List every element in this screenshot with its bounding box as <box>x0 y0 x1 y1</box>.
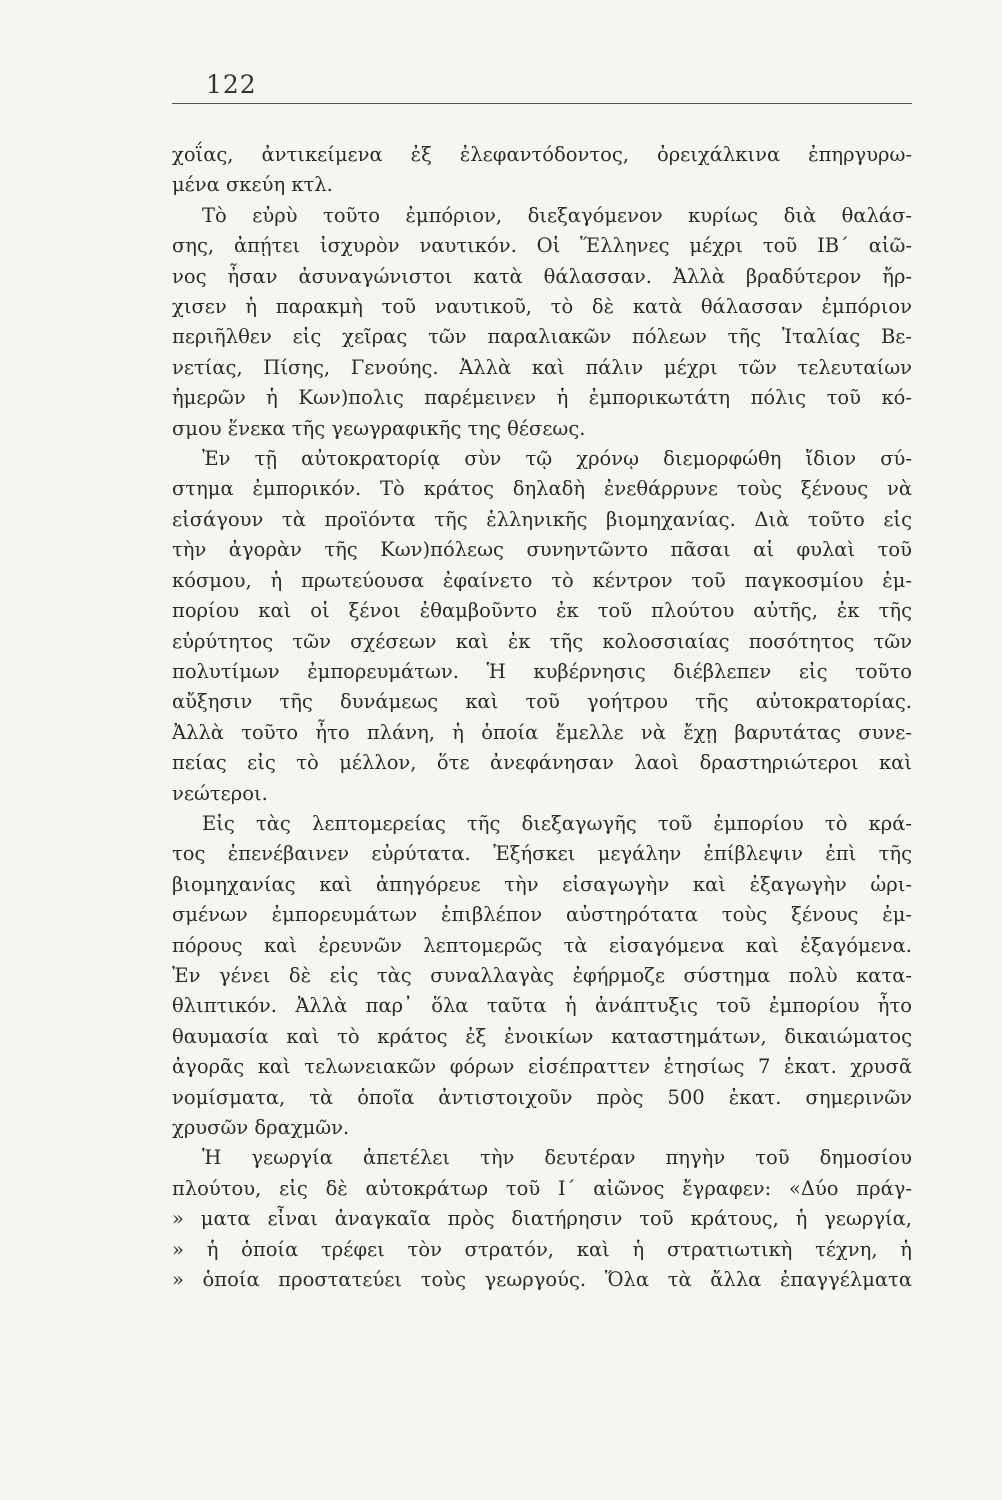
text-line: τὴν ἀγορὰν τῆς Κων)πόλεως συνηντῶντο πᾶσαι αἱ φυλαὶ τοῦ <box>172 538 912 562</box>
text-line: τος ἐπενέβαινεν εὐρύτατα. Ἐξήσκει μεγάλην ἐπίβλεψιν ἐπὶ τῆς <box>172 842 912 866</box>
text-line: περιῆλθεν εἰς χεῖρας τῶν παραλιακῶν πόλεων τῆς Ἰταλίας Βε- <box>172 325 912 349</box>
text-line: ἡμερῶν ἡ Κων)πολις παρέμεινεν ἡ ἐμπορικωτάτη πόλις τοῦ κό- <box>172 386 912 410</box>
page-number: 122 <box>206 70 257 99</box>
text-line: στημα ἐμπορικόν. Τὸ κράτος δηλαδὴ ἐνεθάρρυνε τοὺς ξένους νὰ <box>172 477 912 501</box>
text-line: » ματα εἶναι ἀναγκαῖα πρὸς διατήρησιν τοῦ κράτους, ἡ γεωργία, <box>172 1207 912 1231</box>
text-line: πολυτίμων ἐμπορευμάτων. Ἡ κυβέρνησις διέβλεπεν εἰς τοῦτο <box>172 659 912 683</box>
text-line: σμου ἕνεκα τῆς γεωγραφικῆς της θέσεως. <box>172 416 586 440</box>
text-line: Ἐν τῇ αὐτοκρατορίᾳ σὺν τῷ χρόνῳ διεμορφώθη ἴδιον σύ- <box>202 447 912 471</box>
text-line: χρυσῶν δραχμῶν. <box>172 1116 350 1139</box>
text-line: εὐρύτητος τῶν σχέσεων καὶ ἐκ τῆς κολοσσιαίας ποσότητος τῶν <box>172 629 912 653</box>
text-line: Ἐν γένει δὲ εἰς τὰς συναλλαγὰς ἐφήρμοζε σύστημα πολὺ κατα- <box>172 963 912 987</box>
text-line: νετίας, Πίσης, Γενούης. Ἀλλὰ καὶ πάλιν μέχρι τῶν τελευταίων <box>172 355 912 379</box>
paragraph-1 <box>172 140 912 201</box>
text-line: » ὁποία προστατεύει τοὺς γεωργούς. Ὅλα τὰ ἄλλα ἐπαγγέλματα <box>172 1268 912 1292</box>
paragraph-3 <box>172 444 912 809</box>
header-rule <box>172 103 912 104</box>
text-line: » ἡ ὁποία τρέφει τὸν στρατόν, καὶ ἡ στρατιωτικὴ τέχνη, ἡ <box>172 1237 912 1261</box>
text-line: Εἰς τὰς λεπτομερείας τῆς διεξαγωγῆς τοῦ ἐμπορίου τὸ κρά- <box>202 811 912 835</box>
text-line: βιομηχανίας καὶ ἀπηγόρευε τὴν εἰσαγωγὴν καὶ ἐξαγωγὴν ὡρι- <box>172 872 912 896</box>
text-line: αὔξησιν τῆς δυνάμεως καὶ τοῦ γοήτρου τῆς αὐτοκρατορίας. <box>172 690 912 714</box>
text-line: σμένων ἐμπορευμάτων ἐπιβλέπον αὐστηρότατα τοὺς ξένους ἐμ- <box>172 903 912 927</box>
text-line: πόρους καὶ ἐρευνῶν λεπτομερῶς τὰ εἰσαγόμενα καὶ ἐξαγόμενα. <box>172 933 912 957</box>
text-line: εἰσάγουν τὰ προϊόντα τῆς ἑλληνικῆς βιομηχανίας. Διὰ τοῦτο εἰς <box>172 507 912 531</box>
text-line: Τὸ εὐρὺ τοῦτο ἐμπόριον, διεξαγόμενον κυρίως διὰ θαλάσ- <box>202 203 912 227</box>
text-line: πείας εἰς τὸ μέλλον, ὅτε ἀνεφάνησαν λαοὶ δραστηριώτεροι καὶ <box>172 751 912 775</box>
paragraph-2 <box>172 201 912 444</box>
body-text <box>172 140 912 1295</box>
text-line: Ἡ γεωργία ἀπετέλει τὴν δευτέραν πηγὴν τοῦ δημοσίου <box>202 1146 912 1170</box>
text-line: ἀγορᾶς καὶ τελωνειακῶν φόρων εἰσέπραττεν ἐτησίως 7 ἑκατ. χρυσᾶ <box>172 1055 912 1079</box>
text-line: σης, ἀπῄτει ἰσχυρὸν ναυτικόν. Οἱ Ἕλληνες μέχρι τοῦ ΙΒ΄ αἰῶ- <box>172 234 912 258</box>
text-line: νος ἦσαν ἀσυναγώνιστοι κατὰ θάλασσαν. Ἀλλὰ βραδύτερον ἤρ- <box>172 264 912 288</box>
text-line: κόσμου, ἡ πρωτεύουσα ἐφαίνετο τὸ κέντρον τοῦ παγκοσμίου ἐμ- <box>172 568 912 592</box>
text-line: νεώτεροι. <box>172 781 268 805</box>
text-line: χοΐας, ἀντικείμενα ἐξ ἐλεφαντόδοντος, ὀρειχάλκινα ἐπηργυρω- <box>172 143 912 166</box>
text-line: θλιπτικόν. Ἀλλὰ παρ᾿ ὅλα ταῦτα ἡ ἀνάπτυξις τοῦ ἐμπορίου ἦτο <box>172 994 912 1018</box>
paragraph-5 <box>172 1143 912 1295</box>
paragraph-4 <box>172 809 912 1143</box>
text-line: νομίσματα, τὰ ὁποῖα ἀντιστοιχοῦν πρὸς 500 ἑκατ. σημερινῶν <box>172 1085 912 1109</box>
text-line: μένα σκεύη κτλ. <box>172 173 333 197</box>
text-line: Ἀλλὰ τοῦτο ἦτο πλάνη, ἡ ὁποία ἔμελλε νὰ ἔχῃ βαρυτάτας συνε- <box>172 720 912 744</box>
text-line: πλούτου, εἰς δὲ αὐτοκράτωρ τοῦ Ι΄ αἰῶνος ἔγραφεν: «Δύο πράγ- <box>172 1176 912 1200</box>
text-line: θαυμασία καὶ τὸ κράτος ἐξ ἐνοικίων καταστημάτων, δικαιώματος <box>172 1024 912 1048</box>
text-line: πορίου καὶ οἱ ξένοι ἐθαμβοῦντο ἐκ τοῦ πλούτου αὐτῆς, ἐκ τῆς <box>172 599 912 623</box>
text-line: χισεν ἡ παρακμὴ τοῦ ναυτικοῦ, τὸ δὲ κατὰ θάλασσαν ἐμπόριον <box>172 295 912 319</box>
